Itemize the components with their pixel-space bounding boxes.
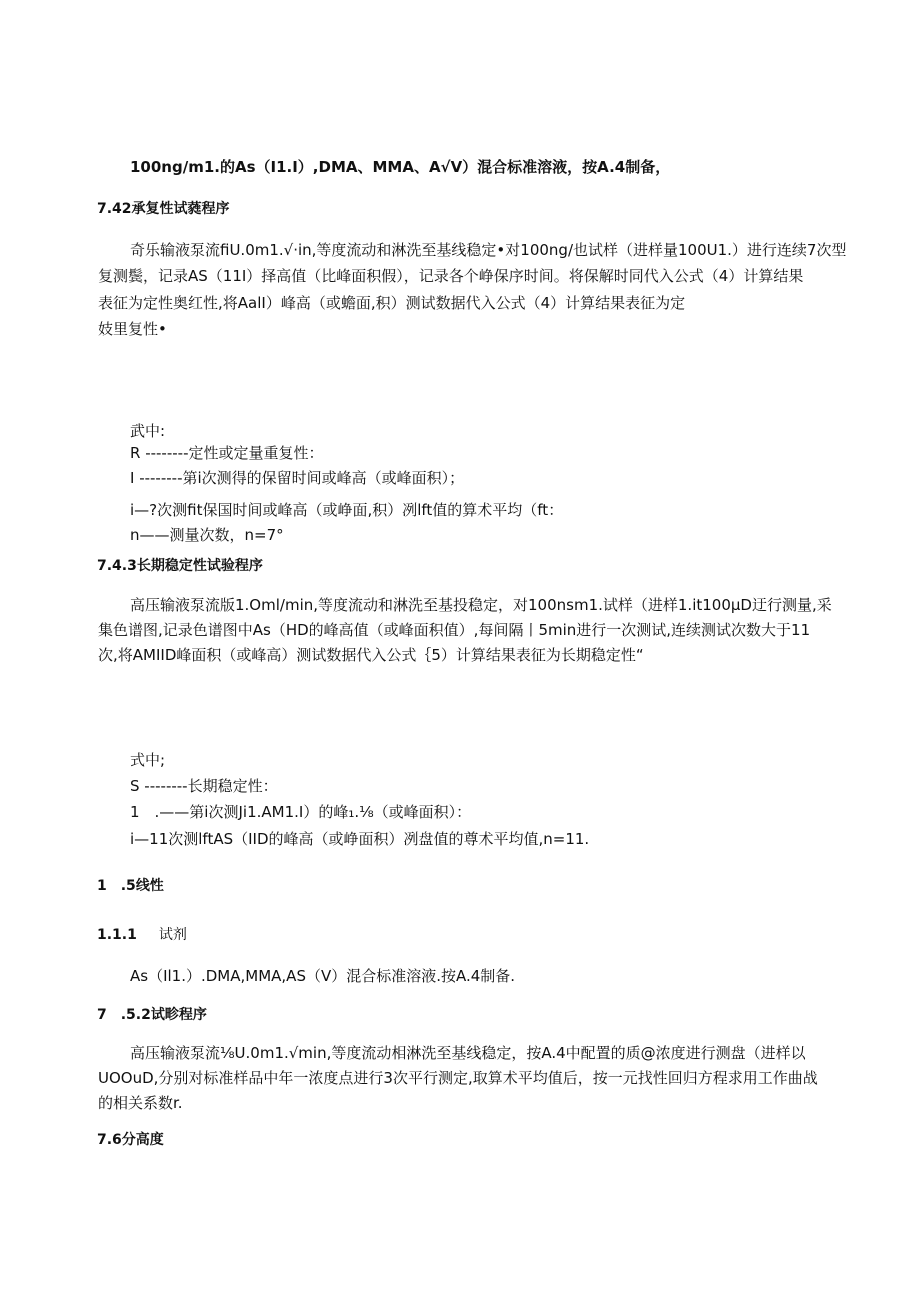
section-752-line-3: 的相关系数r. [98,1094,183,1112]
section-742-line-2: 复测鬓，记录AS（11I）择高值（比峰面积假），记录各个峥保序时间。将保解时同代入公式（4）计算结果 [98,267,804,285]
formula-742-where: 武中: [130,422,166,440]
section-743-line-2: 集色谱图,记录色谱图中As（HD的峰高值（或峰面积值）,每间隔丨5min进行一次测试,连续测试次数大于11 [98,621,811,639]
section-743-line-1: 高压输液泵流版1.Oml/min,等度流动和淋洗至基投稳定，对100nsm1.试样（进样1.it100μD迂行测量,采 [130,596,832,614]
section-751-heading [97,925,187,945]
section-743-line-3: 次,将AMIID峰面积（或峰高）测试数据代入公式｛5）计算结果表征为长期稳定性“ [98,646,644,664]
section-751-number: 1.1.1 [97,927,137,943]
section-751-line: As（Il1.）.DMA,MMA,AS（V）混合标准溶液.按A.4制备. [130,967,516,985]
formula-743-item-mean: i—11次测lftAS（IID的峰高（或峥面积）冽盘值的尊术平均值,n=11. [130,830,590,848]
section-742-line-1: 奇乐输液泵流fiU.0m1.√·in,等度流动和淋洗至基线稳定•对100ng/也试样（进样量100U1.）进行连续7次型 [130,241,847,259]
formula-743-item-i: 1 .——第i次测Ji1.AM1.I）的峰₁.⅛（或峰面积）： [130,803,472,821]
section-752-line-2: UOOuD,分别对标准样品中年一浓度点进行3次平行测定,取算术平均值后，按一元找性回归方程求用工作曲战 [98,1069,818,1087]
section-76-heading: 7.6分高度 [97,1132,164,1148]
formula-742-item-r: R --------定性或定量重复性： [130,444,324,462]
section-751-title: 试剂 [158,927,187,943]
section-75-number: 1 .5 [97,878,136,894]
section-752-heading: 7 .5.2试畛程序 [97,1007,207,1023]
formula-742-item-i: I --------第i次测得的保留时间或峰高（或峰面积）； [130,469,465,487]
section-743-heading: 7.4.3长期稳定性试验程序 [97,558,263,574]
formula-743-item-s: S --------长期稳定性： [130,777,278,795]
section-752-line-1: 高压输液泵流⅛U.0m1.√min,等度流动相淋洗至基线稳定，按A.4中配置的质@浓度进行测盘（进样以 [130,1044,806,1062]
formula-742-item-mean: i—?次测fit保国时间或峰高（或峥面,积）冽lft值的算术平均（ft： [130,501,564,519]
section-75-heading [97,876,164,896]
formula-742-item-n: n——测量次数，n=7° [130,526,284,544]
intro-line: 100ng/m1.的As（I1.I）,DMA、MMA、A√V）混合标准溶液，按A.4制备， [130,158,671,176]
formula-743-where: 式中; [130,751,166,769]
section-742-line-3: 表征为定性奥红性,将AalI）峰高（或蟾面,积）测试数据代入公式（4）计算结果表征为定 [98,294,686,312]
section-742-line-4: 妓里复性• [98,320,167,338]
section-75-title: 线性 [135,878,164,894]
section-742-heading: 7.42承复性试蕤程序 [97,201,230,217]
